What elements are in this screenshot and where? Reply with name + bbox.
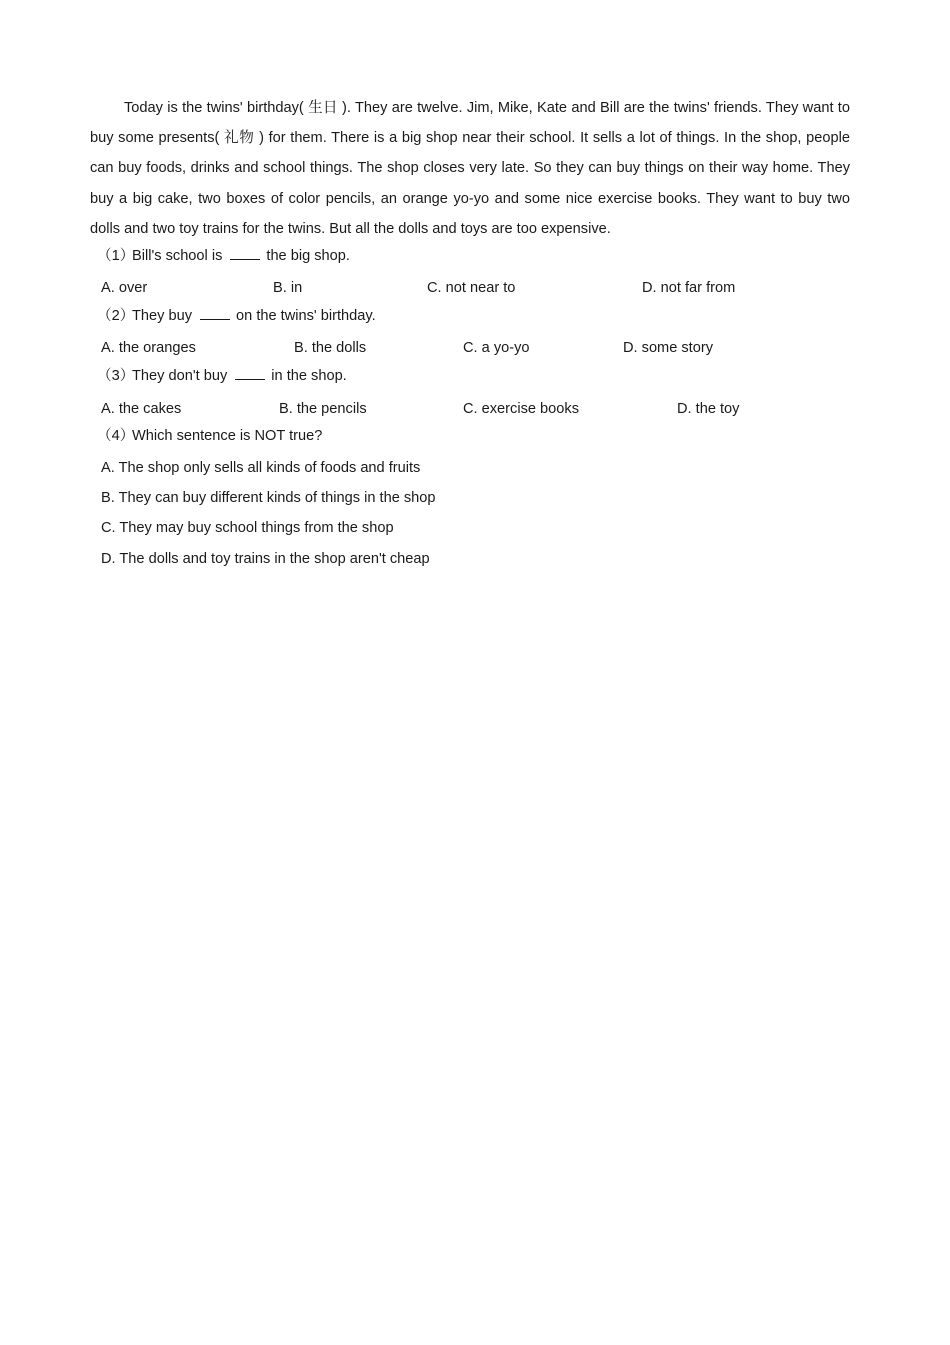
question-number: （4）	[97, 428, 135, 444]
question-4	[97, 426, 322, 446]
q4-option-d: D. The dolls and toy trains in the shop aren't cheap	[101, 551, 430, 567]
passage-part-2: ). They are twelve. Jim, Mike, Kate and Bill are the twins' friends. They want to buy some presents(	[90, 100, 850, 147]
q3-option-c: C. exercise books	[463, 401, 579, 417]
q3-option-b: B. the pencils	[279, 401, 367, 417]
question-2	[97, 306, 376, 326]
passage-part-3: ) for them. There is a big shop near their school. It sells a lot of things. In the shop, people can buy foods, drinks and school things. The shop closes very late. So they can buy things on their way home. They buy a big cake, two boxes of color pencils, an orange yo-yo and some nice exercise books. They want to buy two dolls and two toy trains for the twins. But all the dolls and toys are too expensive.	[90, 130, 850, 237]
question-stem-pre: They don't buy	[132, 368, 228, 384]
q4-option-a: A. The shop only sells all kinds of foods and fruits	[101, 460, 421, 476]
q1-option-d: D. not far from	[642, 280, 736, 296]
answer-blank	[235, 366, 265, 380]
question-number: （1）	[97, 248, 135, 264]
question-stem: Which sentence is NOT true?	[132, 428, 323, 444]
q4-option-c: C. They may buy school things from the shop	[101, 520, 394, 536]
q2-option-a: A. the oranges	[101, 340, 196, 356]
q4-option-b: B. They can buy different kinds of things in the shop	[101, 490, 436, 506]
question-stem-post: on the twins' birthday.	[236, 308, 376, 324]
q3-option-d: D. the toy	[677, 401, 740, 417]
q1-option-b: B. in	[273, 280, 303, 296]
question-number: （2）	[97, 308, 135, 324]
q3-option-a: A. the cakes	[101, 401, 182, 417]
passage-gloss-presents: 礼物	[224, 130, 255, 147]
question-stem-post: the big shop.	[266, 248, 350, 264]
q2-option-b: B. the dolls	[294, 340, 367, 356]
passage-part-1: Today is the twins' birthday(	[124, 100, 304, 116]
question-1	[97, 246, 350, 266]
question-stem-pre: They buy	[132, 308, 193, 324]
passage-gloss-birthday: 生日	[308, 100, 338, 116]
q2-option-d: D. some story	[623, 340, 714, 356]
q1-option-a: A. over	[101, 280, 148, 296]
question-stem-post: in the shop.	[271, 368, 347, 384]
q1-option-c: C. not near to	[427, 280, 516, 296]
question-3	[97, 366, 347, 386]
answer-blank	[230, 246, 260, 260]
question-stem-pre: Bill's school is	[132, 248, 223, 264]
q2-option-c: C. a yo-yo	[463, 340, 530, 356]
answer-blank	[200, 306, 230, 320]
question-number: （3）	[97, 368, 135, 384]
reading-passage	[90, 93, 850, 244]
